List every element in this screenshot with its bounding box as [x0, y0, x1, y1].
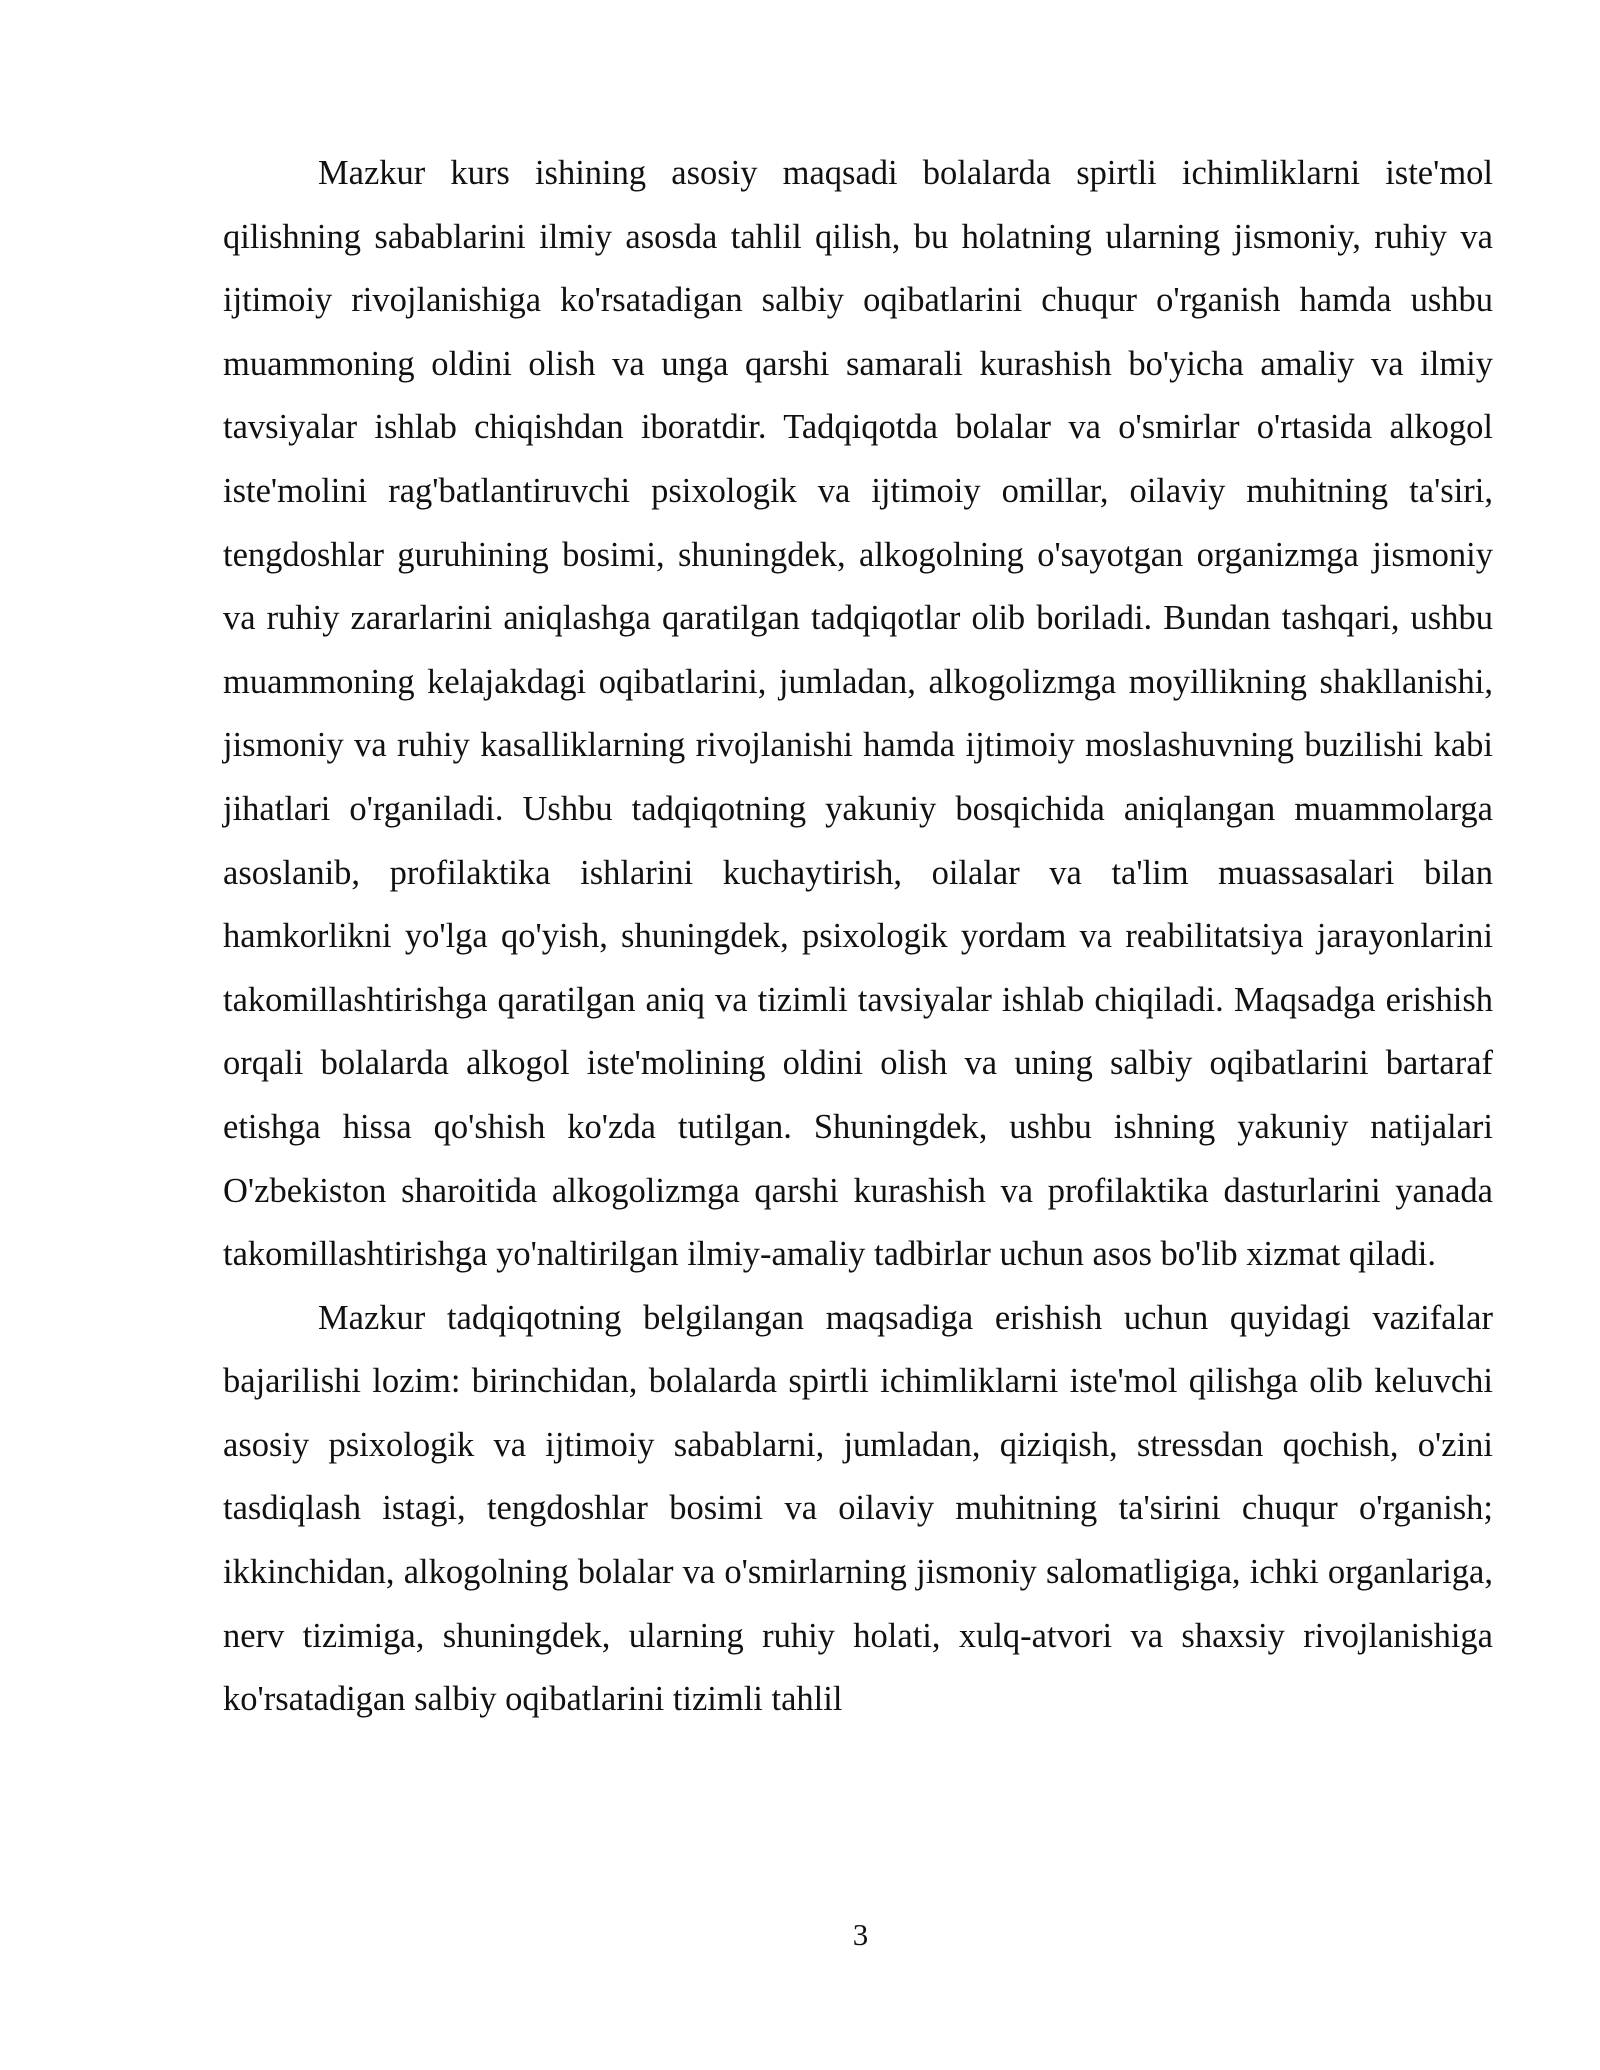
- paragraph-1: Mazkur kurs ishining asosiy maqsadi bolalarda spirtli ichimliklarni iste'mol qilishning sabablarini ilmiy asosda tahlil qilish, bu holatning ularning jismoniy, ruhiy va ijtimoiy rivojlanishiga ko'rsatadigan salbiy oqibatlarini chuqur o'rganish hamda ushbu muammoning oldini olish va unga qarshi samarali kurashish bo'yicha amaliy va ilmiy tavsiyalar ishlab chiqishdan iboratdir. Tadqiqotda bolalar va o'smirlar o'rtasida alkogol iste'molini rag'batlantiruvchi psixologik va ijtimoiy omillar, oilaviy muhitning ta'siri, tengdoshlar guruhining bosimi, shuningdek, alkogolning o'sayotgan organizmga jismoniy va ruhiy zararlarini aniqlashga qaratilgan tadqiqotlar olib boriladi. Bundan tashqari, ushbu muammoning kelajakdagi oqibatlarini, jumladan, alkogolizmga moyillikning shakllanishi, jismoniy va ruhiy kasalliklarning rivojlanishi hamda ijtimoiy moslashuvning buzilishi kabi jihatlari o'rganiladi. Ushbu tadqiqotning yakuniy bosqichida aniqlangan muammolarga asoslanib, profilaktika ishlarini kuchaytirish, oilalar va ta'lim muassasalari bilan hamkorlikni yo'lga qo'yish, shuningdek, psixologik yordam va reabilitatsiya jarayonlarini takomillashtirishga qaratilgan aniq va tizimli tavsiyalar ishlab chiqiladi. Maqsadga erishish orqali bolalarda alkogol iste'molining oldini olish va uning salbiy oqibatlarini bartaraf etishga hissa qo'shish ko'zda tutilgan. Shuningdek, ushbu ishning yakuniy natijalari O'zbekiston sharoitida alkogolizmga qarshi kurashish va profilaktika dasturlarini yanada takomillashtirishga yo'naltirilgan ilmiy-amaliy tadbirlar uchun asos bo'lib xizmat qiladi.: [223, 154, 1493, 1274]
- paragraph-2: Mazkur tadqiqotning belgilangan maqsadiga erishish uchun quyidagi vazifalar bajarilishi lozim: birinchidan, bolalarda spirtli ichimliklarni iste'mol qilishga olib keluvchi asosiy psixologik va ijtimoiy sabablarni, jumladan, qiziqish, stressdan qochish, o'zini tasdiqlash istagi, tengdoshlar bosimi va oilaviy muhitning ta'sirini chuqur o'rganish; ikkinchidan, alkogolning bolalar va o'smirlarning jismoniy salomatligiga, ichki organlariga, nerv tizimiga, shuningdek, ularning ruhiy holati, xulq-atvori va shaxsiy rivojlanishiga ko'rsatadigan salbiy oqibatlarini tizimli tahlil: [223, 1298, 1493, 1719]
- body-text: [223, 142, 1493, 1732]
- page-number: 3: [852, 1917, 869, 1952]
